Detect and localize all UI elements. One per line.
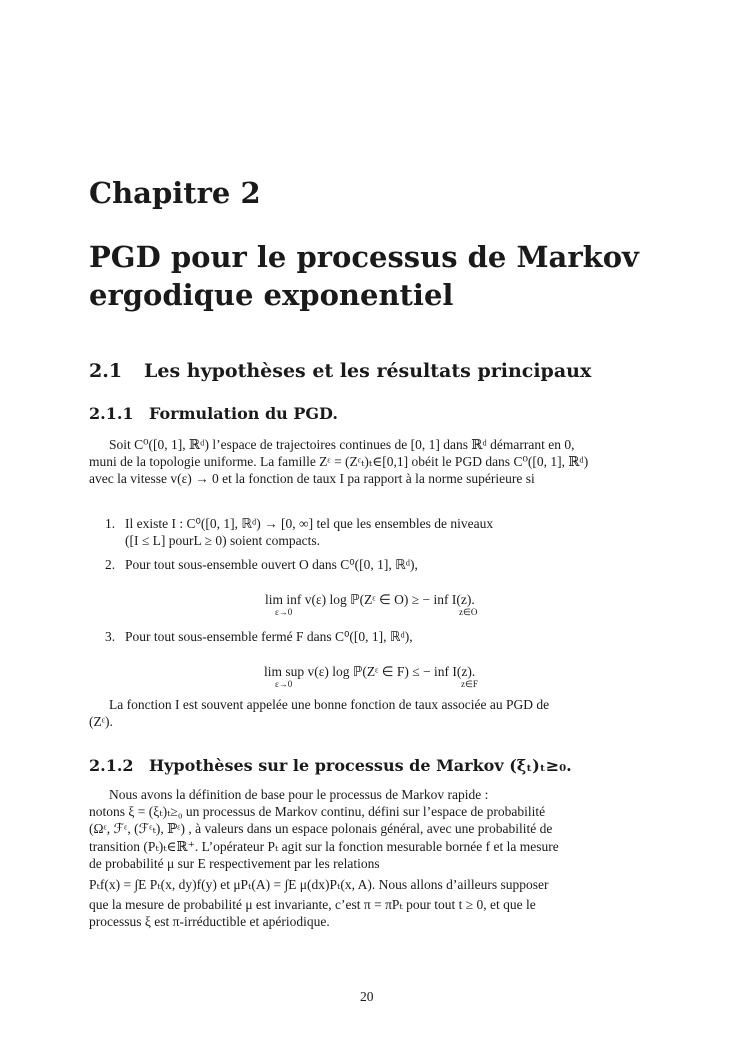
- subsection-heading-1: [89, 404, 338, 423]
- paragraph-line: notons ξ = (ξₜ)ₜ≥₀ un processus de Markov continu, défini sur l’espace de probabilité: [89, 804, 546, 820]
- section-title: Les hypothèses et les résultats principaux: [144, 360, 592, 382]
- paragraph-line: transition (Pₜ)ₜ∈ℝ⁺. L’opérateur Pₜ agit sur la fonction mesurable bornée f et la mesure: [89, 838, 559, 854]
- paragraph-line: muni de la topologie uniforme. La famille Zᵋ = (Zᵋₜ)ₜ∈[0,1] obéit le PGD dans C⁰([0, 1], ℝᵈ): [89, 454, 589, 470]
- intro-paragraph: [89, 436, 656, 488]
- rate-function-paragraph: [89, 696, 656, 730]
- subsection-heading-2: [89, 756, 572, 775]
- subsection-number: 2.1.2: [89, 756, 134, 775]
- equation-open-set: [265, 592, 478, 617]
- condition-item: [105, 556, 418, 573]
- equation-text: lim inf v(ε) log ℙ(Zᵋ ∈ O) ≥ − inf I(z).: [265, 592, 475, 607]
- section-number: 2.1: [89, 360, 123, 382]
- paragraph-line: Soit C⁰([0, 1], ℝᵈ) l’espace de trajectoires continues de [0, 1] dans ℝᵈ démarrant en 0,: [109, 437, 575, 452]
- equation-subscript: z∈F: [461, 679, 478, 689]
- condition-text: Pour tout sous-ensemble ouvert O dans C⁰([0, 1], ℝᵈ),: [125, 557, 418, 572]
- condition-number: 1.: [105, 516, 116, 531]
- chapter-label: Chapitre 2: [89, 176, 261, 210]
- condition-number: 3.: [105, 629, 116, 644]
- condition-text: Pour tout sous-ensemble fermé F dans C⁰([0, 1], ℝᵈ),: [125, 629, 413, 644]
- condition-text: Il existe I : C⁰([0, 1], ℝᵈ) → [0, ∞] tel que les ensembles de niveaux: [125, 516, 494, 531]
- paragraph-line: de probabilité μ sur E respectivement par les relations: [89, 855, 380, 871]
- subsection-title: Formulation du PGD.: [149, 404, 338, 423]
- equation-subscript: ε→0: [275, 679, 293, 689]
- markov-paragraph: [89, 786, 656, 931]
- condition-item: [105, 628, 413, 645]
- condition-item: [105, 515, 493, 549]
- condition-text: ([I ≤ L] pourL ≥ 0) soient compacts.: [125, 533, 321, 549]
- equation-closed-set: [264, 664, 478, 689]
- paragraph-line: La fonction I est souvent appelée une bonne fonction de taux associée au PGD de: [109, 697, 550, 712]
- section-heading: [89, 360, 591, 382]
- equation-text: lim sup v(ε) log ℙ(Zᵋ ∈ F) ≤ − inf I(z).: [264, 664, 476, 679]
- condition-number: 2.: [105, 557, 116, 572]
- equation-subscript: ε→0: [275, 607, 293, 617]
- paragraph-line: avec la vitesse v(ε) → 0 et la fonction de taux I pa rapport à la norme supérieure si: [89, 471, 535, 487]
- chapter-title: PGD pour le processus de Markov ergodique exponentiel: [89, 240, 639, 312]
- subsection-title: Hypothèses sur le processus de Markov (ξₜ)ₜ≥₀.: [149, 756, 572, 775]
- paragraph-line: que la mesure de probabilité μ est invariante, c’est π = πPₜ pour tout t ≥ 0, et que le: [89, 897, 536, 913]
- subsection-number: 2.1.1: [89, 404, 134, 423]
- paragraph-line: (Ωᵋ, ℱᵋ, (ℱᵋₜ), ℙᵋ) , à valeurs dans un espace polonais général, avec une probabilité de: [89, 821, 553, 837]
- equation-subscript: z∈O: [459, 607, 478, 617]
- paragraph-line: (Zᵋ).: [89, 714, 113, 730]
- paragraph-line: Nous avons la définition de base pour le processus de Markov rapide :: [109, 787, 489, 802]
- paragraph-line: Pₜf(x) = ∫E Pₜ(x, dy)f(y) et μPₜ(A) = ∫E μ(dx)Pₜ(x, A). Nous allons d’ailleurs supposer: [89, 877, 549, 893]
- page-number: 20: [360, 989, 374, 1004]
- paragraph-line: processus ξ est π-irréductible et apériodique.: [89, 914, 330, 930]
